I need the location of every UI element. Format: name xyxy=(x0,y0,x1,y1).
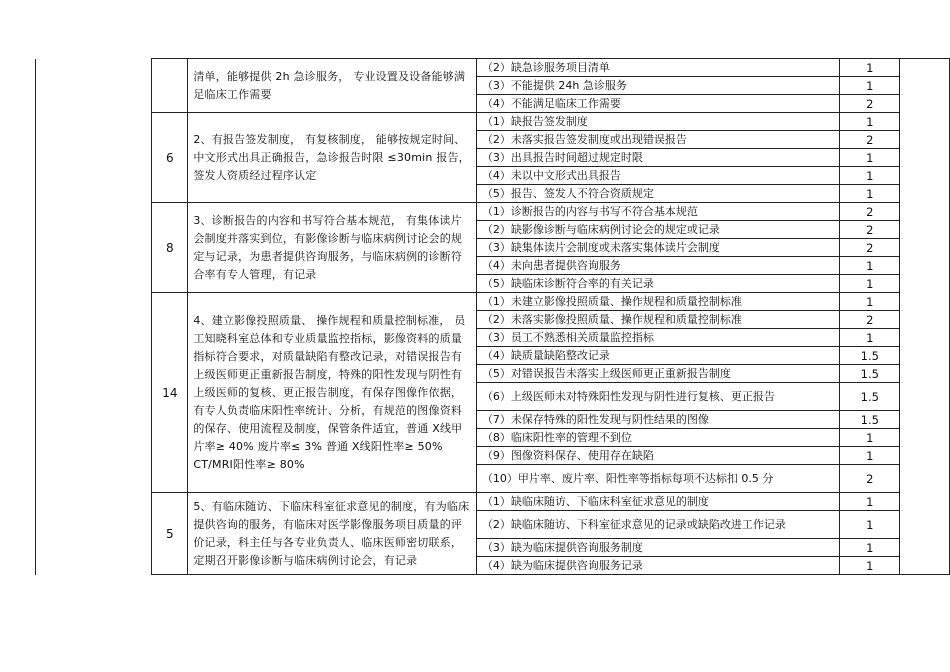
deduction-item: （8）临床阳性率的管理不到位 xyxy=(476,429,839,447)
deduction-item: （4）不能满足临床工作需要 xyxy=(476,95,839,113)
deduction-points: 1.5 xyxy=(840,365,900,383)
deduction-item: （1）诊断报告的内容与书写不符合基本规范 xyxy=(476,203,839,221)
deduction-points: 1 xyxy=(840,167,900,185)
table-row xyxy=(36,203,950,221)
deduction-points: 1.5 xyxy=(840,383,900,411)
deduction-points: 2 xyxy=(840,95,900,113)
deduction-item: （2）缺影像诊断与临床病例讨论会的规定或记录 xyxy=(476,221,839,239)
requirement-cell: 3、诊断报告的内容和书写符合基本规范， 有集体读片会制度并落实到位，有影像诊断与临床病例讨论会的规定与记录，为患者提供咨询服务，与临床病例的诊断符合率有专人管理，有记录 xyxy=(188,203,477,293)
deduction-points: 1 xyxy=(840,59,900,77)
deduction-item: （1）未建立影像投照质量、操作规程和质量控制标准 xyxy=(476,293,839,311)
score-cell: 14 xyxy=(152,293,188,493)
deduction-points: 2 xyxy=(840,131,900,149)
deduction-item: （3）缺为临床提供咨询服务制度 xyxy=(476,539,839,557)
score-cell: 5 xyxy=(152,493,188,575)
deduction-item: （1）缺临床随访、下临床科室征求意见的制度 xyxy=(476,493,839,511)
deduction-item: （2）未落实影像投照质量、操作规程和质量控制标准 xyxy=(476,311,839,329)
deduction-item: （6）上级医师未对特殊阳性发现与阴性进行复核、更正报告 xyxy=(476,383,839,411)
deduction-points: 2 xyxy=(840,239,900,257)
deduction-points: 1 xyxy=(840,511,900,539)
table-row xyxy=(36,293,950,311)
deduction-points: 2 xyxy=(840,465,900,493)
deduction-points: 2 xyxy=(840,311,900,329)
deduction-item: （1）缺报告签发制度 xyxy=(476,113,839,131)
deduction-points: 2 xyxy=(840,221,900,239)
deduction-points: 1 xyxy=(840,539,900,557)
score-cell xyxy=(152,59,188,113)
deduction-points: 1 xyxy=(840,557,900,575)
deduction-points: 1 xyxy=(840,293,900,311)
assessment-table-body xyxy=(36,59,950,575)
deduction-item: （4）缺为临床提供咨询服务记录 xyxy=(476,557,839,575)
deduction-points: 1 xyxy=(840,185,900,203)
deduction-points: 1 xyxy=(840,447,900,465)
deduction-points: 1 xyxy=(840,149,900,167)
requirement-cell: 4、建立影像投照质量、 操作规程和质量控制标准， 员工知晓科室总体和专业质量监控指标，影像资料的质量指标符合要求，对质量缺陷有整改记录，对错误报告有上级医师更正重新报告制度，特殊的阳性发现与阴性有上级医师的复核、更正报告制度，有保存图像作依据，有专人负责临床阳性率统计、分析，有规范的图像资料的保存、使用流程及制度，保管条件适宜，普通 X线甲片率≥ 40% 废片率≤ 3% 普通 X线阳性率≥ 50% CT/MRI阳性率≥ 80% xyxy=(188,293,477,493)
deduction-points: 2 xyxy=(840,203,900,221)
deduction-points: 1 xyxy=(840,257,900,275)
deduction-item: （4）缺质量缺陷整改记录 xyxy=(476,347,839,365)
deduction-item: （3）出具报告时间超过规定时限 xyxy=(476,149,839,167)
table-row xyxy=(36,493,950,511)
deduction-item: （3）不能提供 24h 急诊服务 xyxy=(476,77,839,95)
deduction-item: （3）缺集体读片会制度或未落实集体读片会制度 xyxy=(476,239,839,257)
deduction-points: 1 xyxy=(840,429,900,447)
deduction-item: （7）未保存特殊的阳性发现与阴性结果的图像 xyxy=(476,411,839,429)
actual-score-cell xyxy=(900,59,950,575)
deduction-points: 1.5 xyxy=(840,347,900,365)
score-cell: 8 xyxy=(152,203,188,293)
deduction-item: （3）员工不熟悉相关质量监控指标 xyxy=(476,329,839,347)
deduction-points: 1 xyxy=(840,493,900,511)
deduction-points: 1 xyxy=(840,275,900,293)
deduction-item: （4）未以中文形式出具报告 xyxy=(476,167,839,185)
deduction-points: 1 xyxy=(840,77,900,95)
deduction-item: （2）缺临床随访、下科室征求意见的记录或缺陷改进工作记录 xyxy=(476,511,839,539)
table-row xyxy=(36,113,950,131)
requirement-cell: 5、有临床随访、下临床科室征求意见的制度，有为临床提供咨询的服务，有临床对医学影像服务项目质量的评价记录，科主任与各专业负责人、临床医师密切联系，定期召开影像诊断与临床病例讨论会，有记录 xyxy=(188,493,477,575)
deduction-item: （10）甲片率、废片率、阳性率等指标每项不达标扣 0.5 分 xyxy=(476,465,839,493)
requirement-cell: 2、有报告签发制度， 有复核制度， 能够按规定时间、中文形式出具正确报告，急诊报告时限 ≤30min 报告，签发人资质经过程序认定 xyxy=(188,113,477,203)
deduction-item: （5）对错误报告未落实上级医师更正重新报告制度 xyxy=(476,365,839,383)
assessment-table xyxy=(35,58,950,575)
deduction-item: （2）缺急诊服务项目清单 xyxy=(476,59,839,77)
deduction-points: 1.5 xyxy=(840,411,900,429)
deduction-points: 1 xyxy=(840,113,900,131)
deduction-item: （5）报告、签发人不符合资质规定 xyxy=(476,185,839,203)
deduction-item: （9）图像资料保存、使用存在缺陷 xyxy=(476,447,839,465)
deduction-item: （5）缺临床诊断符合率的有关记录 xyxy=(476,275,839,293)
deduction-points: 1 xyxy=(840,329,900,347)
score-cell: 6 xyxy=(152,113,188,203)
category-cell xyxy=(36,59,152,575)
requirement-cell: 清单，能够提供 2h 急诊服务， 专业设置及设备能够满足临床工作需要 xyxy=(188,59,477,113)
deduction-item: （4）未向患者提供咨询服务 xyxy=(476,257,839,275)
table-row xyxy=(36,59,950,77)
deduction-item: （2）未落实报告签发制度或出现错误报告 xyxy=(476,131,839,149)
